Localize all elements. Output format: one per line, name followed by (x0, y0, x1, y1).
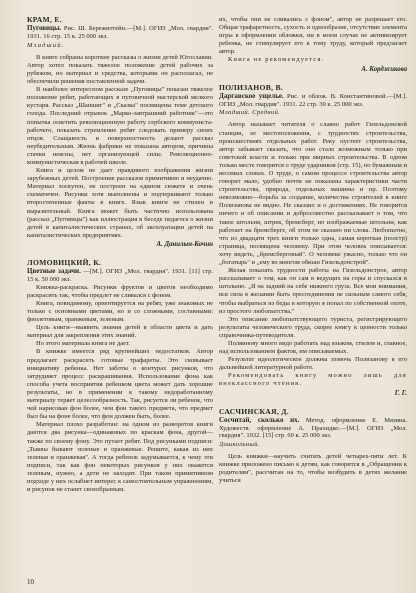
book-title: Цветные задачи. (27, 267, 81, 276)
reviewer-signature: А. Данилын-Кочин (156, 240, 213, 248)
review-author: САСЧИНСКАЯ, Д. (219, 406, 289, 416)
review-paragraph: Результат идеологическое должны помочь Полизанову в его дальнейшей литературной работе. (219, 356, 407, 372)
age-group: Младший. Средний. (219, 109, 281, 117)
page-number: 10 (27, 578, 34, 586)
review-paragraph: Желая показать трудности работы на Гизельдонстрое, автор рассказывает о том, как он сам в ведущих на горы и спускался в штольню. „Я на задний на себе нижнего груза. Все мои внимания, вся сила в желании быть пресоединения не сильным самого себя, чтобы выбраться из беды в которую я попал по собственной охоте, из простого любопытства." (219, 267, 407, 315)
review-paragraph: Книга и целом не дает правдивого изображения жизни зарубежных детей. Построение рассказов примитивно и неудачно. Материал лоскутен, не построен на едином сюжете и очень схематичен. Рисунки хотя выполнены и подчеркивают только второстепенные факты в книге. Язык книги не стилен и выразительный. Книга может быть частично использована (рассказ „Пуговицы") как иллюстрация в беседе педагога о жизни детей в капиталистических странах, об эксплуатации детей на капиталистических предприятиях. (27, 167, 213, 239)
review-bibliography (219, 417, 407, 440)
review-paragraph: В наиболее интересном рассказе „Пуговицы" показан тяжелое положение ребят, работающих в пуговичной мастерской мелкого кустаря. Рассказ „Шаншиг" и „Сказка" посвящены теме детского голода. Последний отрывок „Марко-завтрашний работник"—это попытка осветить революционную работу сербского коммуниста-рабочего, показать стремление ребят следовать примеру своих отцов. Слащавость и поверхностность делают рассказ неубедительным. Жизнь фабрики не показана автором, причины стачки неясны, нет организующей силы. Революционно-коммунистическая в рабочей школе. (27, 86, 213, 166)
reviewer-signature: Г. Г. (394, 389, 407, 397)
review-verdict: Рекомендовать книгу можно лишь для внеклассного чтения. (219, 372, 407, 388)
review-paragraph: Книжка-раскраска. Рисунки фруктов и цветов необходимо раскрасить так, чтобы предлет не сливался с фоном. (27, 283, 213, 299)
review-verdict: Книга не рекомендуется. (228, 56, 325, 64)
age-group: Дошкольный. (219, 441, 260, 449)
reviewer-signature: А. Корджикова (361, 65, 407, 73)
review-paragraph: их, чтобы они не сливались с фоном", автор не разрешает его. Общая трафаретность, сухость и однообразие, отсутствие элемента игры в оформлении обложки, ни в моем случае не активизирует ребенка, не стимулирует его к тому труду, который предлагает автор. (219, 16, 407, 56)
review-paragraph: Цель книги—выявить знания детей в области цвета и дать материал для закрепления этих знаний. (27, 324, 213, 340)
right-column (219, 16, 407, 590)
book-imprint: Метод. оформление Е. Мязина. Художеств. оформление А. Прахидко.—[М.]. ОГИЗ „Мол. гвардия". 1932. [15] стр. 60 к. 25 000 экз. (219, 416, 407, 440)
book-title: Сосчитай, сколько их. (219, 415, 300, 424)
review-paragraph: Книга, повидимому, ориентируется на ребят, уже знакомых не только с основными цветами, но и со сложными, составными: фиолетовым, оранжевым, зеленым. (27, 299, 213, 324)
review-author: ПОЛИЗАНОВ, В. (219, 82, 284, 92)
book-imprint: —[М.]. ОГИЗ „Мол. гвардия". 1931. [11] стр. 15 к. 50 000 экз. (27, 268, 213, 283)
review-paragraph: Автор называет читателя о славно работ Гизельдонской станции, ее местоположения, с трудностях строительства, происшествиях отдельных работ. Реку пустеет строительства, автор забывает сказать, что оно стало возможным только при советской власти и только при мирных строительства. В одном только месте говорится о труде ударников (стр. 15), но бумажным и весомых словах. О труде, о самом процессе строительства автор говорит мало, удобно почти не показаны характеристики части строительства, природа, отдельных машины и пр. Поэтому невозможно—борьба за создание, количества строителей в книге Полизанова не видно. Не сказано и о достижениях. Не говорится ничего и об описании и добросовестно рассказывает о том, что такое штольня, штрек, бремсберг, но изображаемые штольни, как работает на бремсберге, об этом не сказано ни слова. Любопытно, что из двадцати трех книги только одна, самая короткая (полстр) страница, посвящена человеку. При этом человек описывается: хочу видеть, „бремсберговый". О человеке ужасно, только что он „богатырь" и „ему во многом обязан Гизельдонстрой". (219, 121, 407, 267)
review-author: ЛОМОВИЦКИЙ, К. (27, 258, 102, 268)
book-title: Пуговицы. (27, 24, 62, 33)
review-paragraph: Это описание любопытствующего туриста, регистрирующего результаты человеческого труда, скорее книгу к ценности только справочника-путеводителя. (219, 315, 407, 339)
review-paragraph: Материал плохо разработан: на одном из разворотов книги даются два рисунка—одинаковых по краскам фона, другой—также по своему фону. Это путает ребят. Под рисунками подписи: „Тыквы бывают зеленые и оранжевые. Решите, какая из них зеленая и оранжевая". А тогда ребенок задумывается, к чему эти подписи, так как фон некоторых рисунков у них окажется зеленым, нужно, а дети не находят. При таком примитивном подходе у них ослабнет интерес к самостоятельным упражнениям, и рисунок не станет своеобразным. (27, 421, 213, 494)
review-paragraph: В книжке имеется ряд крупнейших недостатков. Автор предлагает раскрасить готовые трафареты. Это сковывает инициативу ребенка. Нет заботы о контурах рисунков, что затрудняет процесс раскрашивания. Использование фона как способа учета восприятия ребенком цвета может дать хорошие результаты, но в применении к такому недоработанному материалу теряет целесообразность. Так, рисуется ли ребенок, что чей нарисован фон более, чем фон такого предмета, что предмет был бы на фоне более, что фон должен быть, более. (27, 348, 213, 421)
age-group: Младший. (27, 41, 65, 49)
book-imprint: Рис. Ш. Бережиттейн.—[М.]. ОГИЗ „Мол. гвардия". 1931. 16 стр. 15 к. 25 000 экз. (27, 25, 213, 40)
review-paragraph: Цель книжки—научить считать детей четырех-пяти лет. К книжке приложено письмо к детям, как говорится в „Обращении к родителям", рассчитан на то, чтобы возбудить в детях желание учиться (219, 453, 407, 485)
review-paragraph: В книге собраны короткие рассказы о жизни детей Югославии. Автор хотел показать тяжелое положение детей рабочих за рубежом, но материал и средства, которыми он располагал, не обеспечили решения поставленной задачи. (27, 53, 213, 86)
review-bibliography (219, 93, 407, 109)
book-imprint: Рис. и облож. В. Константиновой.—[М.]. ОГИЗ „Мол. гвардия". 1931. 22 стр. 30 к. 25 000 экз. (219, 92, 407, 108)
review-bibliography (27, 25, 213, 41)
review-paragraph: Но этого материала книга не дает. (36, 340, 131, 348)
review-author: КРАМ, Е. (27, 16, 62, 24)
review-paragraph: Поляинову много видо работать над языком, стилем и, главное, над использованием фактов, им описываемых. (219, 339, 407, 356)
book-title: Даргавское ущелье. (219, 91, 284, 100)
left-column (27, 16, 213, 572)
review-bibliography (27, 268, 213, 284)
